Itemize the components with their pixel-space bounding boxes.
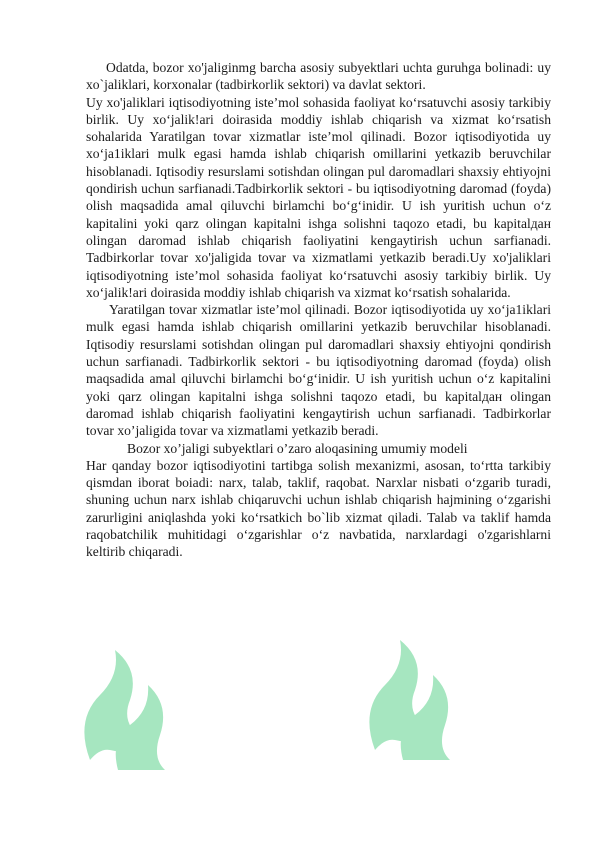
section-heading: Bozor xo’jaligi subyektlari o’zaro aloqasining umumiy modeli [127,440,468,456]
watermark-logo-icon [355,630,465,770]
paragraph-intro: Odatda, bozor xo'jaliginmg barcha asosiy subyektlari uchta guruhga bolinadi: uy xo`jaliklari, korxonalar (tadbirkorlik sektori) va davlat sektori. [86,60,551,93]
paragraph-market-mechanism: Har qanday bozor iqtisodiyotini tartibga solish mexanizmi, asosan, to‘rtta tarkibiy qismdan iborat boiadi: narx, talab, taklif, raqobat. Narxlar nisbati o‘zgarib turadi, shuning uchun narx ishlab chiqaruvchi uchun ishlab chiqarish hajmining o‘zgarishi zarurligini aniqlashda yoki ko‘rsatkich bo`lib xizmat qiladi. Talab va taklif hamda raqobatchilik muhitidagi o‘zgarishlar o‘z navbatida, narxlardagi o'zgarishlarni keltirib chiqaradi. [86,457,551,560]
watermark-logo-icon [70,640,180,780]
paragraph-goods: Yaratilgan tovar xizmatlar iste’mol qilinadi. Bozor iqtisodiyotida uy xo‘ja1iklari mulk egasi hamda ishlab chiqarish omillarini yetkazib beruvchilar hisoblanadi. Iqtisodiy resurslami sotishdan olingan pul daromadlari shaxsiy ehtiyojni qondirish uchun sarfianadi. Tadbirkorlik sektori - bu iqtisodiyotning daromad (foyda) olish maqsadida amal qiluvchi birlamchi bo‘g‘inidir. U ish yuritish uchun o‘z kapitalini yoki qarz olingan kapitalni ishga solishni taqozo etadi, bu kapitalдан olingan daromad ishlab chiqarish faoliyatini kengaytirish uchun sarfianadi. Tadbirkorlar tovar xo’jaligida tovar va xizmatlami yetkazib beradi. [86,302,551,439]
body-text [86,59,551,561]
paragraph-households: Uy xo'jaliklari iqtisodiyotning iste’mol sohasida faoliyat ko‘rsatuvchi asosiy tarkibiy birlik. Uy xo‘jalik!ari doirasida moddiy ishlab chiqarish va xizmat ko‘rsatish sohalarida Yaratilgan tovar xizmatlar iste’mol qilinadi. Bozor iqtisodiyotida uy xo‘ja1iklari mulk egasi hamda ishlab chiqarish omillarini yetkazib beruvchilar hisoblanadi. Iqtisodiy resurslami sotishdan olingan pul daromadlari shaxsiy ehtiyojni qondirish uchun sarfianadi.Tadbirkorlik sektori - bu iqtisodiyotning daromad (foyda) olish maqsadida amal qiluvchi birlamchi bo‘g‘inidir. U ish yuritish uchun o‘z kapitalini yoki qarz olingan kapitalni ishga solishni taqozo etadi, bu kapitalдан olingan daromad ishlab chiqarish faoliyatini kengaytirish uchun sarfianadi. Tadbirkorlar tovar xo'jaligida tovar va xizmatlami yetkazib beradi.Uy xo'jaliklari iqtisodiyotning iste’mol sohasida faoliyat ko‘rsatuvchi asosiy tarkibiy birlik. Uy xo‘jalik!ari doirasida moddiy ishlab chiqarish va xizmat ko‘rsatish sohalarida. [86,94,551,300]
